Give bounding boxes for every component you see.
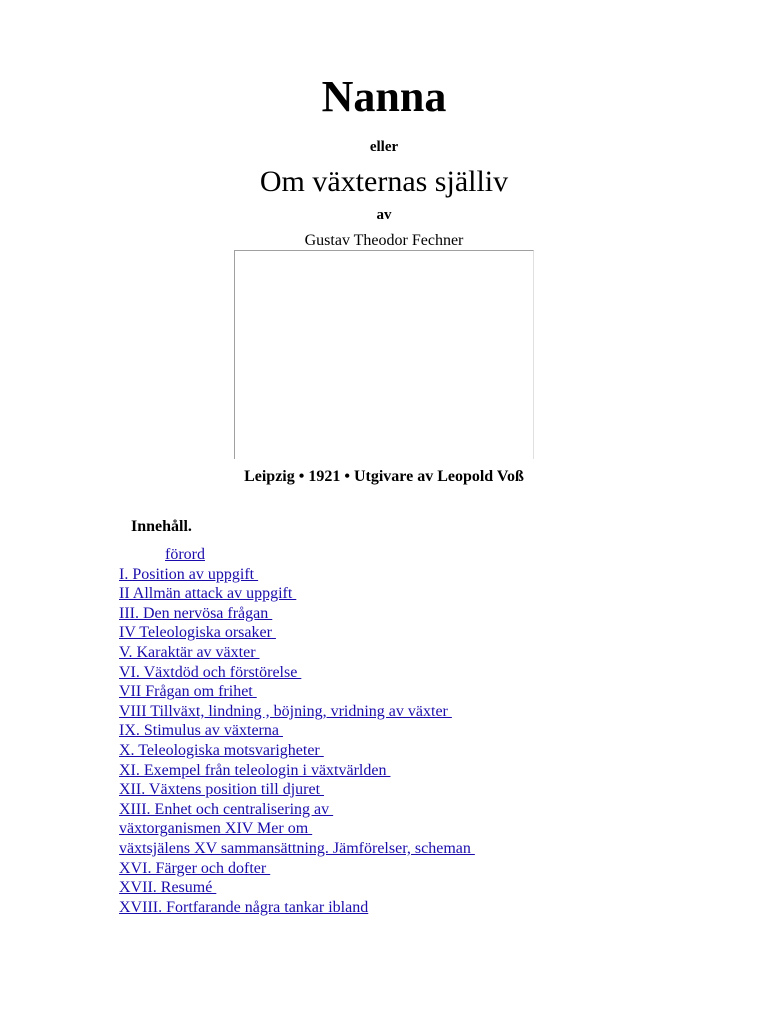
imprint-line: Leipzig • 1921 • Utgivare av Leopold Voß (244, 468, 524, 485)
cover-image-placeholder (234, 250, 534, 459)
toc-link-12[interactable]: XII. Växtens position till djuret (119, 781, 325, 799)
toc-link-5[interactable]: V. Karaktär av växter (119, 643, 260, 661)
toc-link-1[interactable]: I. Position av uppgift (119, 565, 259, 583)
toc-link-18[interactable]: XVIII. Fortfarande några tankar ibland (119, 898, 369, 916)
toc-link-2[interactable]: II Allmän attack av uppgift (119, 585, 297, 603)
toc-link-11[interactable]: XI. Exempel från teleologin i växtvärlden (119, 761, 391, 779)
toc-link-15[interactable]: växtsjälens XV sammansättning. Jämförelser, scheman (119, 839, 475, 857)
toc-link-3[interactable]: III. Den nervösa frågan (119, 604, 273, 622)
toc-link-9[interactable]: IX. Stimulus av växterna (119, 722, 283, 740)
table-of-contents (119, 545, 679, 917)
toc-link-14[interactable]: växtorganismen XIV Mer om (119, 820, 313, 838)
toc-link-16[interactable]: XVI. Färger och dofter (119, 859, 271, 877)
title-connector: eller (369, 139, 399, 155)
toc-link-6[interactable]: VI. Växtdöd och förstörelse (119, 663, 302, 681)
toc-link-10[interactable]: X. Teleologiska motsvarigheter (119, 741, 324, 759)
by-label: av (376, 207, 392, 223)
toc-link-7[interactable]: VII Frågan om frihet (119, 683, 257, 701)
toc-link-17[interactable]: XVII. Resumé (119, 879, 217, 897)
book-title: Nanna (321, 72, 447, 121)
toc-heading: Innehåll. (131, 518, 192, 535)
toc-link-preface[interactable]: förord (165, 546, 205, 563)
author-name: Gustav Theodor Fechner (304, 232, 464, 249)
toc-link-13[interactable]: XIII. Enhet och centralisering av (119, 800, 334, 818)
toc-link-8[interactable]: VIII Tillväxt, lindning , böjning, vridning av växter (119, 702, 452, 720)
book-subtitle: Om växternas själliv (259, 165, 509, 198)
toc-link-4[interactable]: IV Teleologiska orsaker (119, 624, 276, 642)
